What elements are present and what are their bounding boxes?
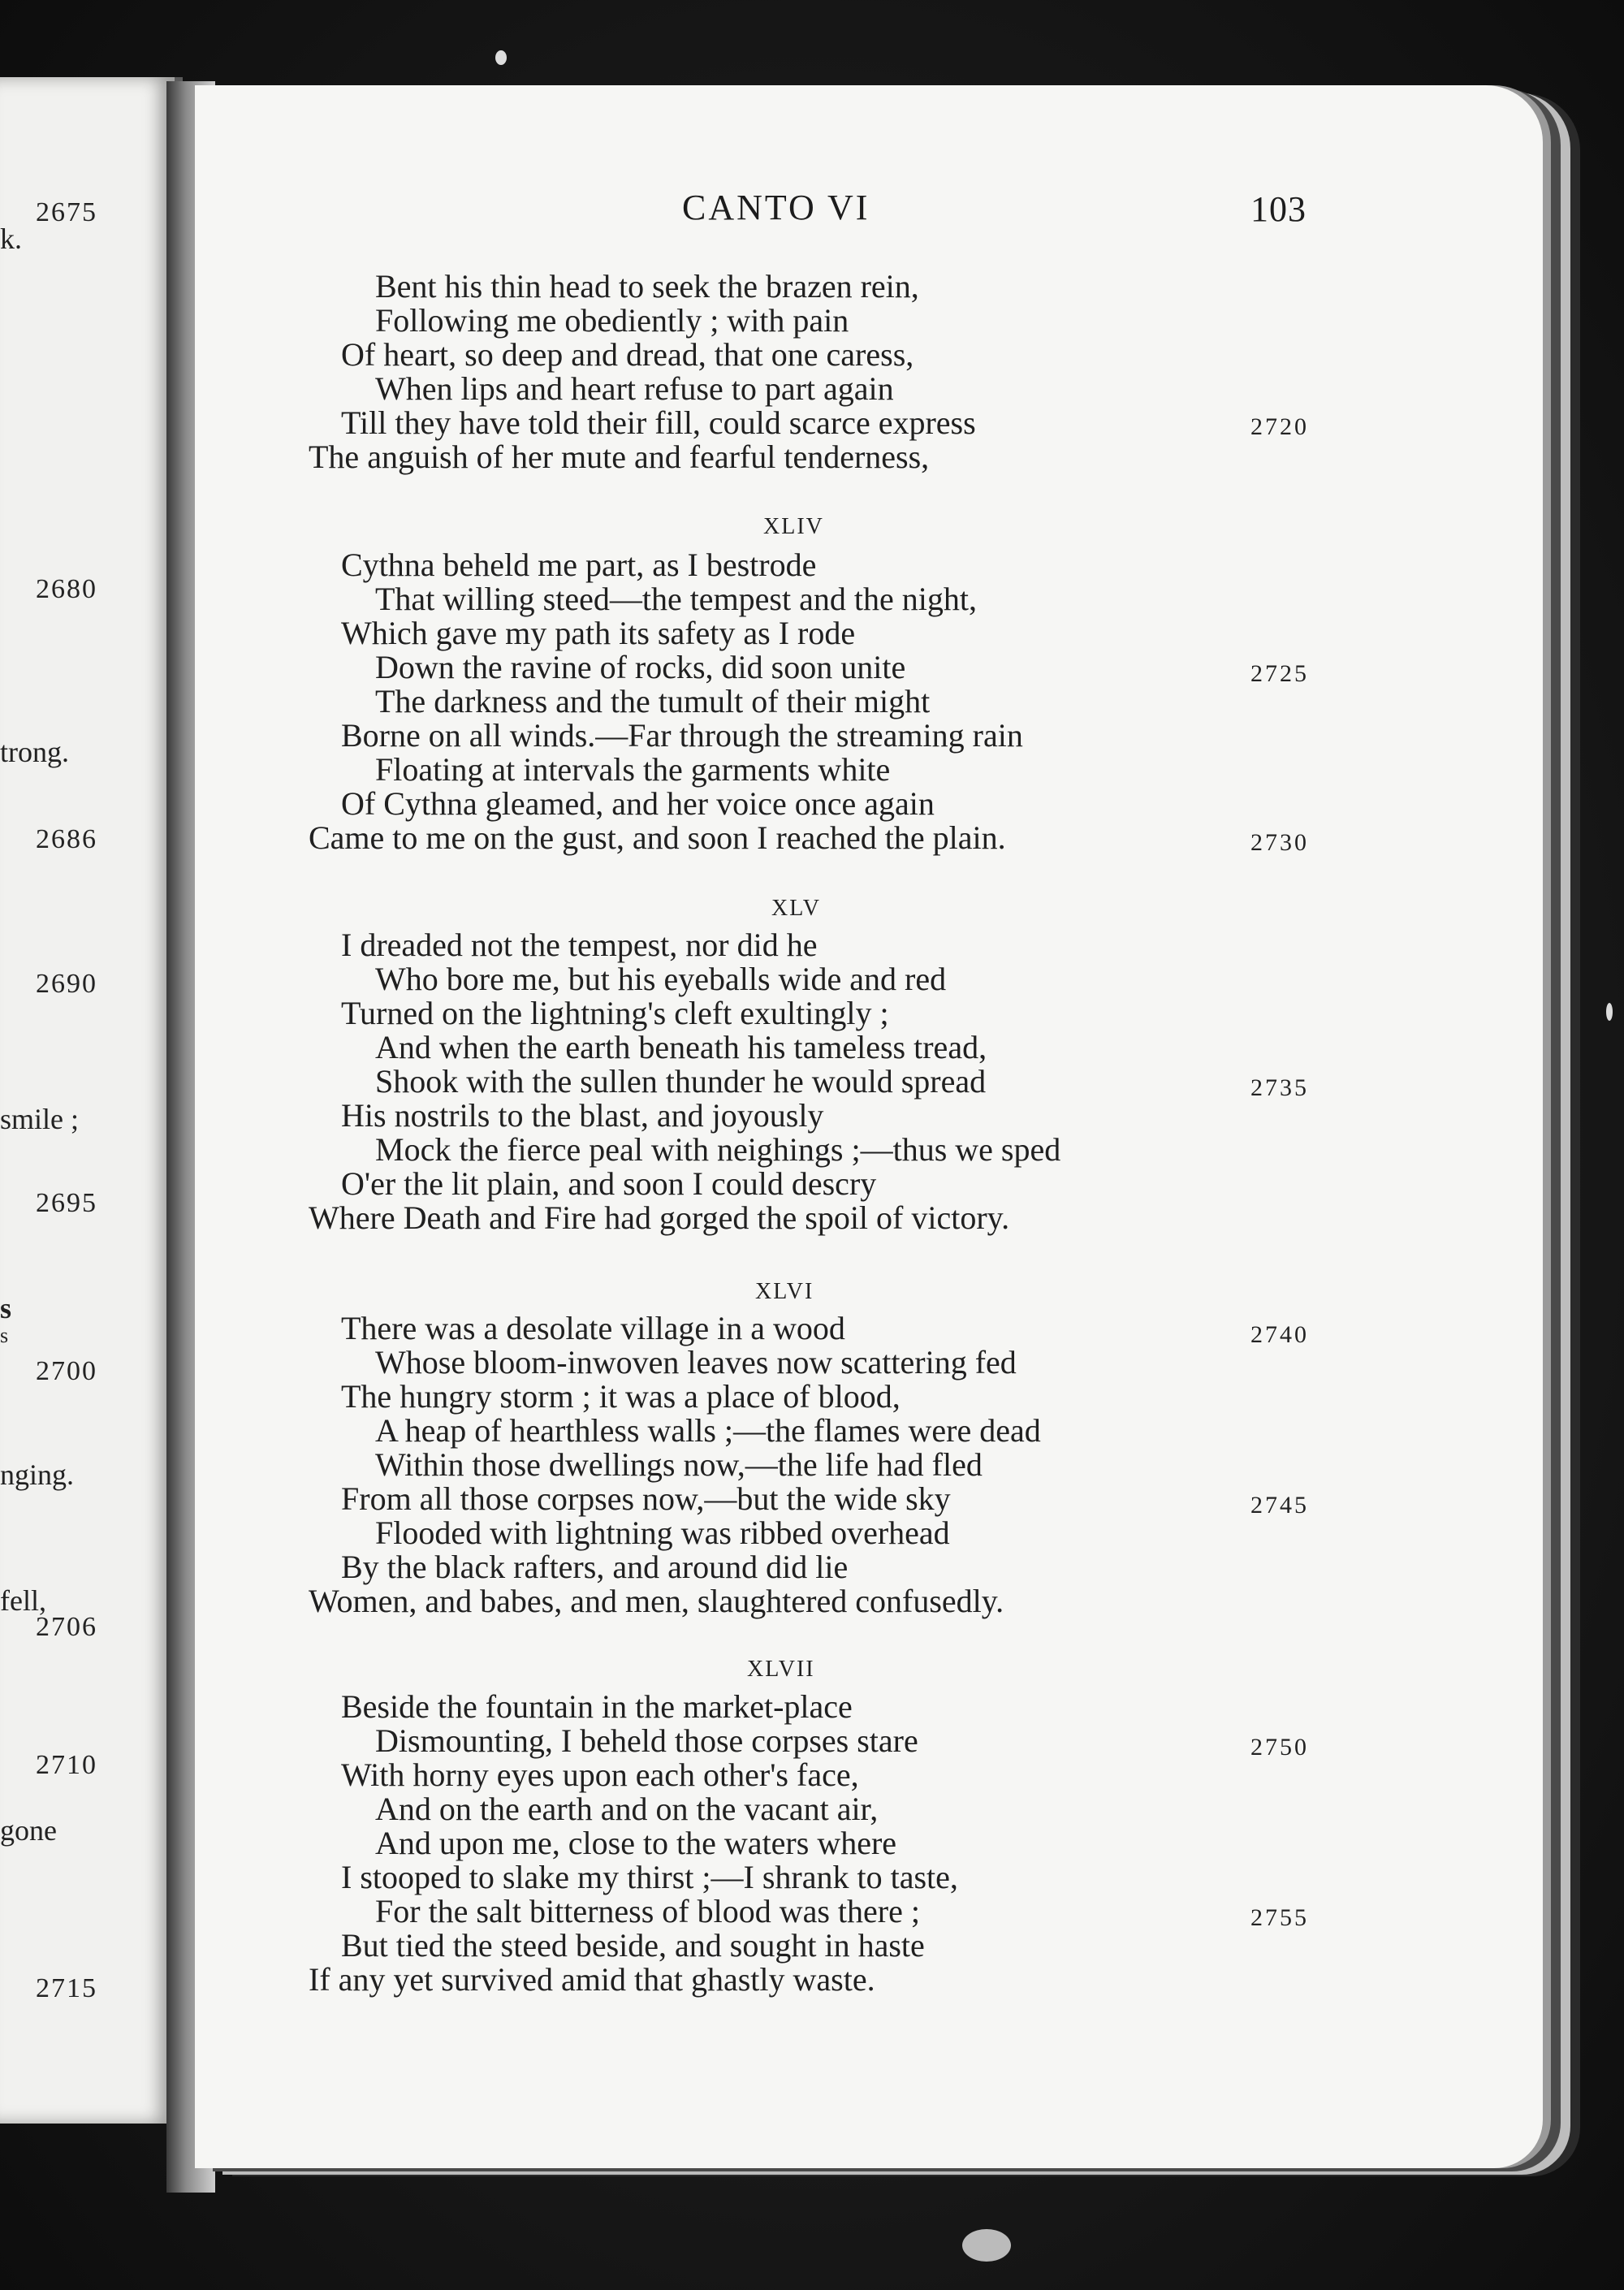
verse-line: Down the ravine of rocks, did soon unite [375,649,906,685]
left-fragment: gone [0,1814,57,1847]
line-number: 2725 [1250,660,1309,687]
verse-line: Shook with the sullen thunder he would spread [375,1063,987,1100]
verse-line: Turned on the lightning's cleft exultingly ; [341,995,889,1031]
left-fragment: nging. [0,1458,75,1491]
left-fragment: smile ; [0,1103,79,1135]
verse-line: Till they have told their fill, could scarce express [341,404,976,441]
verse-line: Flooded with lightning was ribbed overhead [375,1514,950,1551]
stanza-number: XLVI [755,1279,814,1304]
verse-line: But tied the steed beside, and sought in haste [341,1927,925,1964]
verse-line: Within those dwellings now,—the life had fled [375,1446,983,1483]
verse-line: When lips and heart refuse to part again [375,370,894,407]
verse-line: And upon me, close to the waters where [375,1825,897,1861]
left-line-number: 2690 [36,969,97,999]
speck [1606,1003,1613,1021]
left-fragment: trong. [0,736,69,768]
left-fragment: fell, [0,1584,46,1617]
left-line-number: 2706 [36,1612,97,1642]
verse-line: For the salt bitterness of blood was there ; [375,1893,920,1929]
previous-page-edge [0,77,183,2124]
verse-line: I stooped to slake my thirst ;—I shrank to taste, [341,1859,958,1895]
verse-line: From all those corpses now,—but the wide sky [341,1480,951,1517]
verse-line: Women, and babes, and men, slaughtered confusedly. [309,1583,1004,1619]
left-line-number: 2700 [36,1356,97,1386]
line-number: 2730 [1250,829,1309,856]
verse-line: Came to me on the gust, and soon I reached the plain. [309,819,1006,856]
verse-line: Whose bloom-inwoven leaves now scattering fed [375,1344,1017,1380]
verse-line: O'er the lit plain, and soon I could descry [341,1165,877,1202]
verse-line: Dismounting, I beheld those corpses stare [375,1722,918,1759]
verse-line: The hungry storm ; it was a place of blood, [341,1378,901,1415]
verse-line: Following me obediently ; with pain [375,302,849,339]
speck [962,2229,1011,2262]
verse-line: Where Death and Fire had gorged the spoil of victory. [309,1199,1010,1236]
speck [495,50,507,65]
verse-line: Which gave my path its safety as I rode [341,615,856,651]
verse-line: If any yet survived amid that ghastly waste. [309,1961,875,1998]
stanza-number: XLIV [763,514,824,539]
verse-line: Of heart, so deep and dread, that one caress, [341,336,914,373]
verse-line: The darkness and the tumult of their might [375,683,931,719]
left-line-number: 2680 [36,574,97,604]
verse-line: Beside the fountain in the market-place [341,1688,853,1725]
line-number: 2735 [1250,1074,1309,1101]
verse-line: A heap of hearthless walls ;—the flames were dead [375,1412,1041,1449]
book-page [195,85,1543,2168]
verse-line: With horny eyes upon each other's face, [341,1756,859,1793]
verse-line: Borne on all winds.—Far through the streaming rain [341,717,1023,754]
verse-line: Bent his thin head to seek the brazen rein, [375,268,919,305]
left-fragment: s [0,1292,12,1324]
line-number: 2745 [1250,1492,1309,1519]
verse-line: The anguish of her mute and fearful tenderness, [309,439,930,475]
verse-line: Floating at intervals the garments white [375,751,891,788]
verse-line: Of Cythna gleamed, and her voice once again [341,785,935,822]
verse-line: Cythna beheld me part, as I bestrode [341,547,817,583]
left-line-number: 2710 [36,1750,97,1780]
left-line-number: 2686 [36,824,97,854]
page-number: 103 [1250,189,1307,229]
left-line-number: 2695 [36,1188,97,1218]
left-fragment: k. [0,223,22,255]
line-number: 2750 [1250,1734,1309,1761]
left-fragment: s [0,1324,9,1347]
verse-line: And when the earth beneath his tameless tread, [375,1029,987,1065]
stanza-number: XLVII [747,1657,815,1682]
line-number: 2720 [1250,413,1309,440]
verse-line: That willing steed—the tempest and the night, [375,581,977,617]
running-head: CANTO VI [682,188,870,227]
verse-line: By the black rafters, and around did lie [341,1549,849,1585]
verse-line: Mock the fierce peal with neighings ;—thus we sped [375,1131,1061,1168]
stanza-number: XLV [771,896,821,921]
line-number: 2740 [1250,1321,1309,1348]
verse-line: His nostrils to the blast, and joyously [341,1097,824,1134]
left-line-number: 2675 [36,197,97,227]
verse-line: Who bore me, but his eyeballs wide and red [375,961,947,997]
verse-line: There was a desolate village in a wood [341,1310,845,1346]
verse-line: And on the earth and on the vacant air, [375,1791,879,1827]
verse-line: I dreaded not the tempest, nor did he [341,927,818,963]
line-number: 2755 [1250,1904,1309,1931]
left-line-number: 2715 [36,1973,97,2003]
